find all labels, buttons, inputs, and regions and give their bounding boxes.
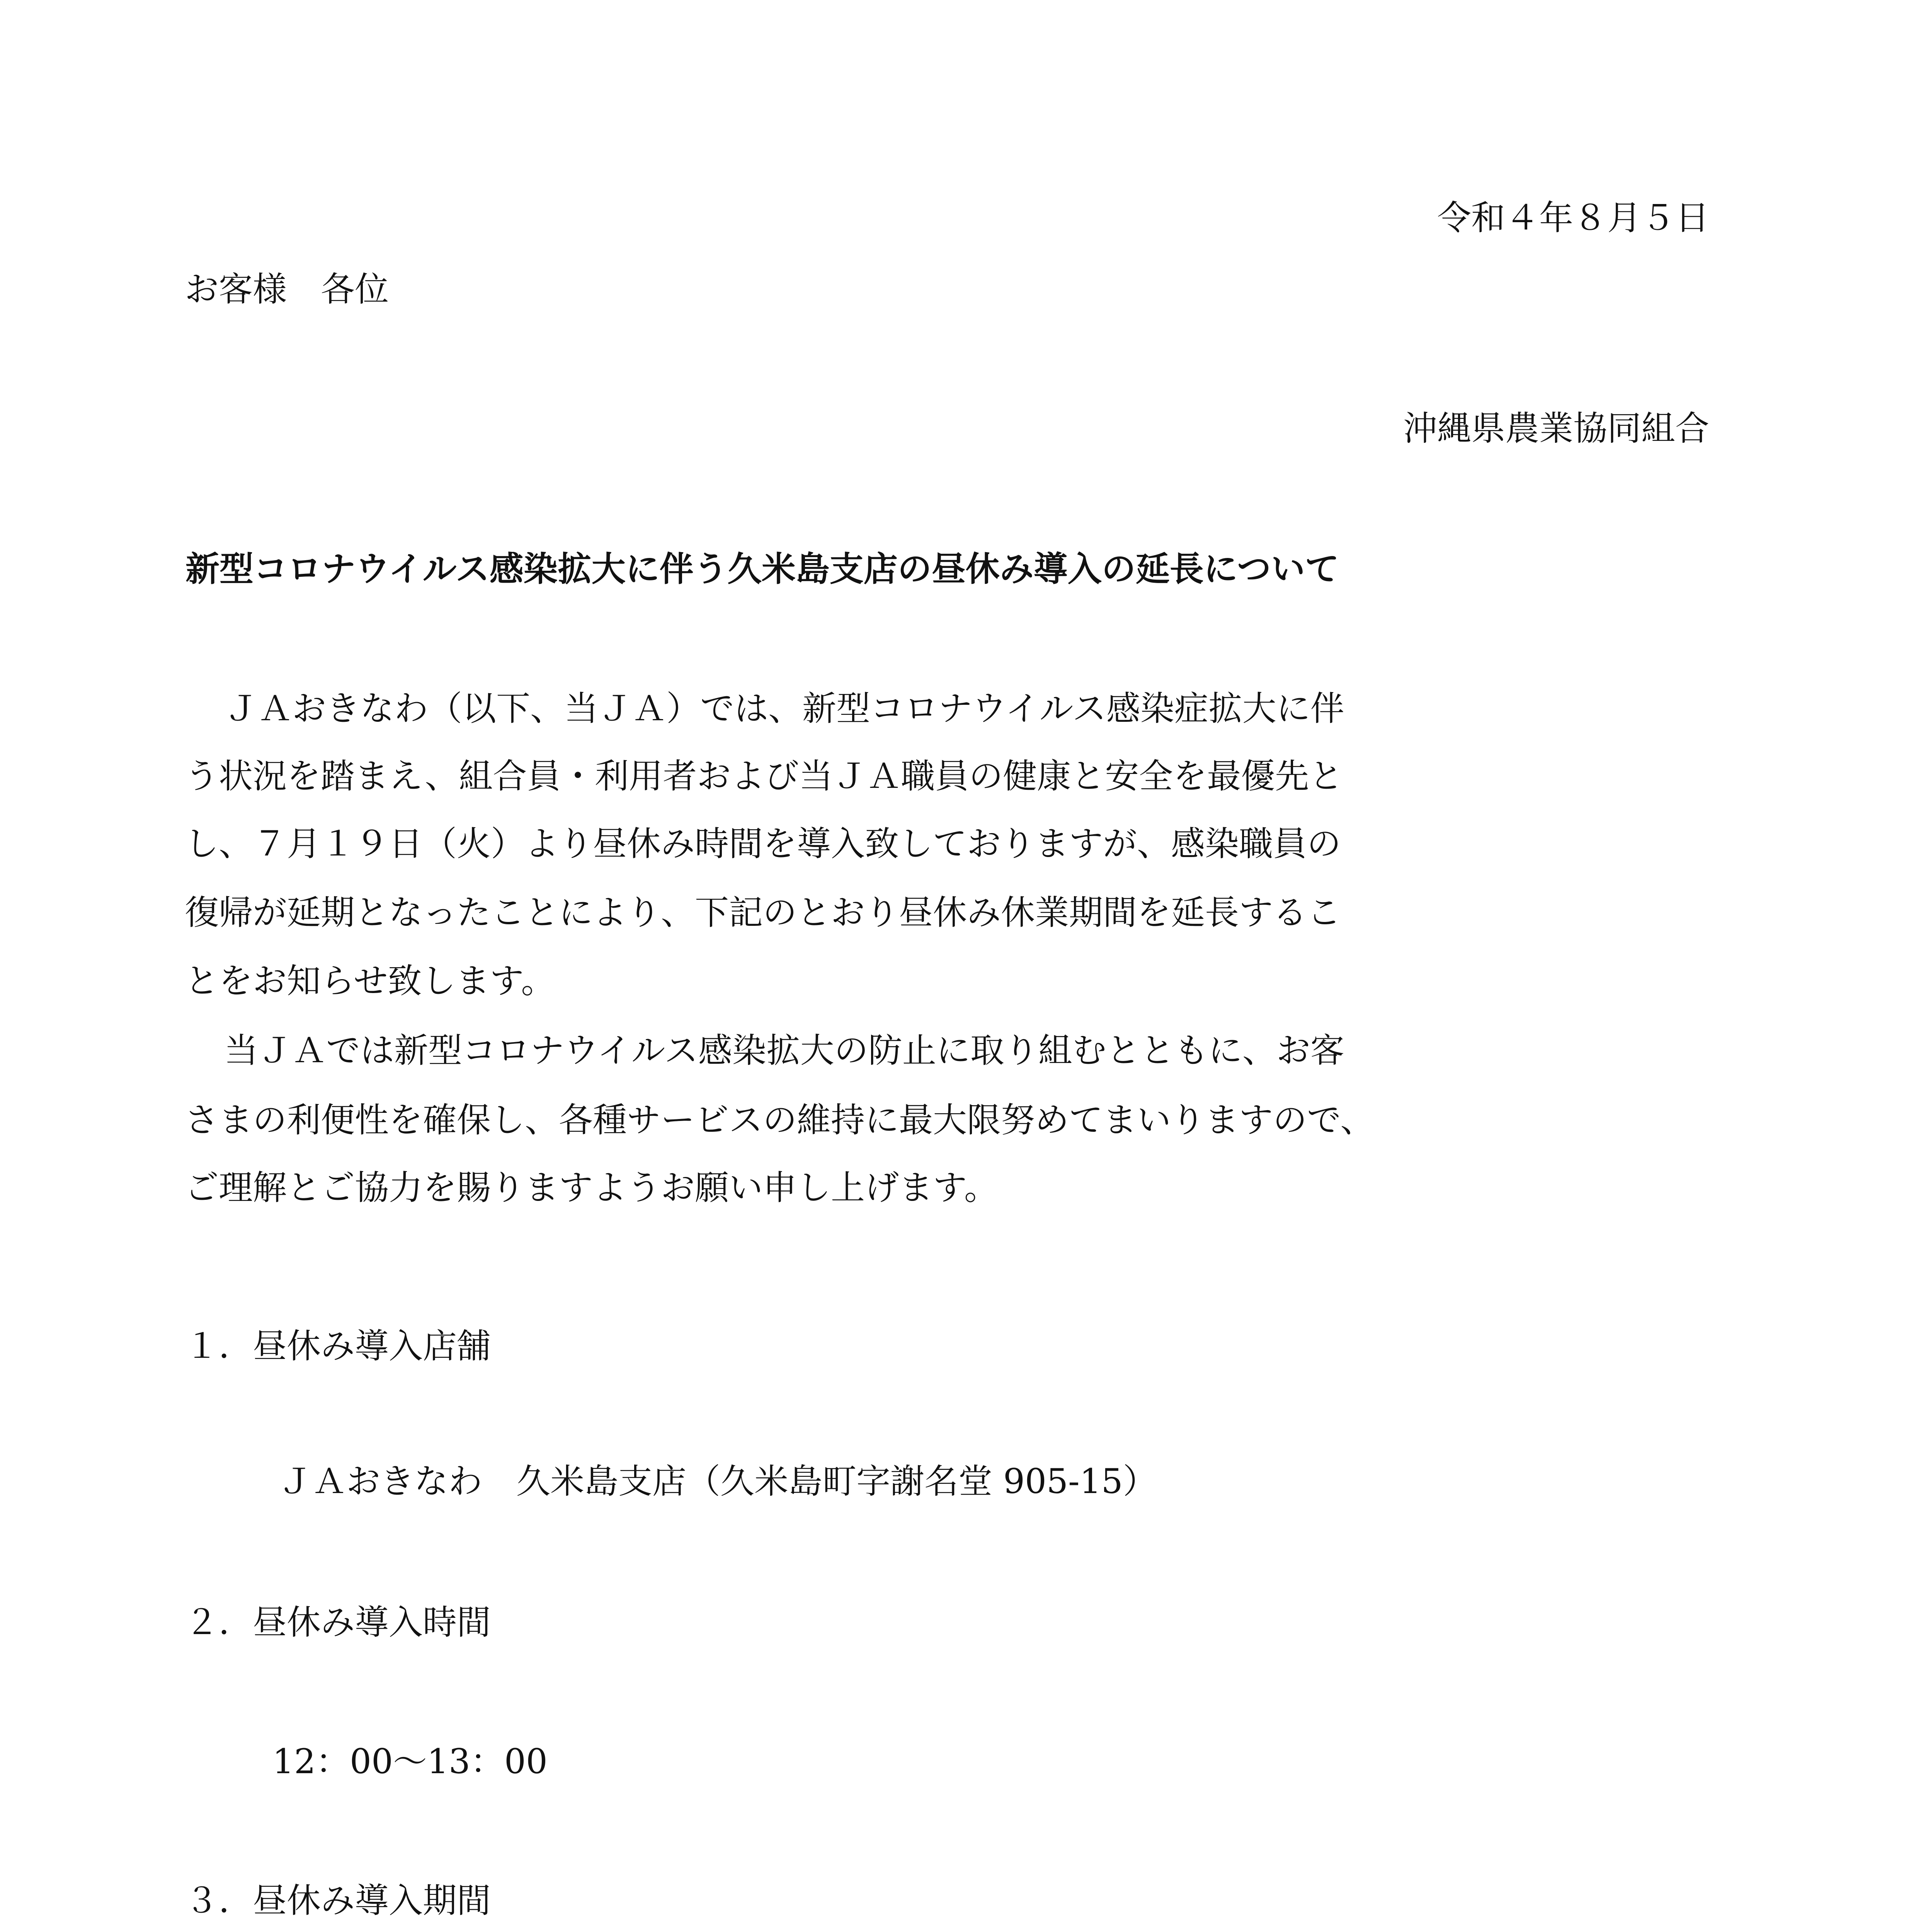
addressee: お客様 各位 (185, 269, 389, 309)
section-heading-store: １．昼休み導入店舗 (185, 1326, 491, 1366)
body-line: し、７月１９日（火）より昼休み時間を導入致しておりますが、感染職員の (185, 824, 1341, 864)
document-date: 令和４年８月５日 (1437, 198, 1709, 238)
section-content-time: 12：00～13：00 (272, 1742, 548, 1781)
body-line: とをお知らせ致します。 (185, 961, 555, 1001)
issuer: 沖縄県農業協同組合 (1403, 408, 1709, 448)
section-content-store: ＪＡおきなわ 久米島支店（久米島町字謝名堂 905-15） (278, 1461, 1157, 1501)
body-line: う状況を踏まえ、組合員・利用者および当ＪＡ職員の健康と安全を最優先と (185, 756, 1343, 796)
body-line: 当ＪＡでは新型コロナウイルス感染拡大の防止に取り組むとともに、お客 (224, 1031, 1344, 1070)
body-line: ＪＡおきなわ（以下、当ＪＡ）では、新型コロナウイルス感染症拡大に伴 (224, 689, 1344, 728)
document-title: 新型コロナウイルス感染拡大に伴う久米島支店の昼休み導入の延長について (185, 549, 1339, 589)
body-line: 復帰が延期となったことにより、下記のとおり昼休み休業期間を延長するこ (185, 893, 1341, 932)
section-heading-time: ２．昼休み導入時間 (185, 1602, 491, 1642)
body-line: ご理解とご協力を賜りますようお願い申し上げます。 (185, 1168, 998, 1208)
body-line: さまの利便性を確保し、各種サービスの維持に最大限努めてまいりますので、 (185, 1100, 1375, 1140)
section-heading-period: ３．昼休み導入期間 (185, 1881, 491, 1920)
